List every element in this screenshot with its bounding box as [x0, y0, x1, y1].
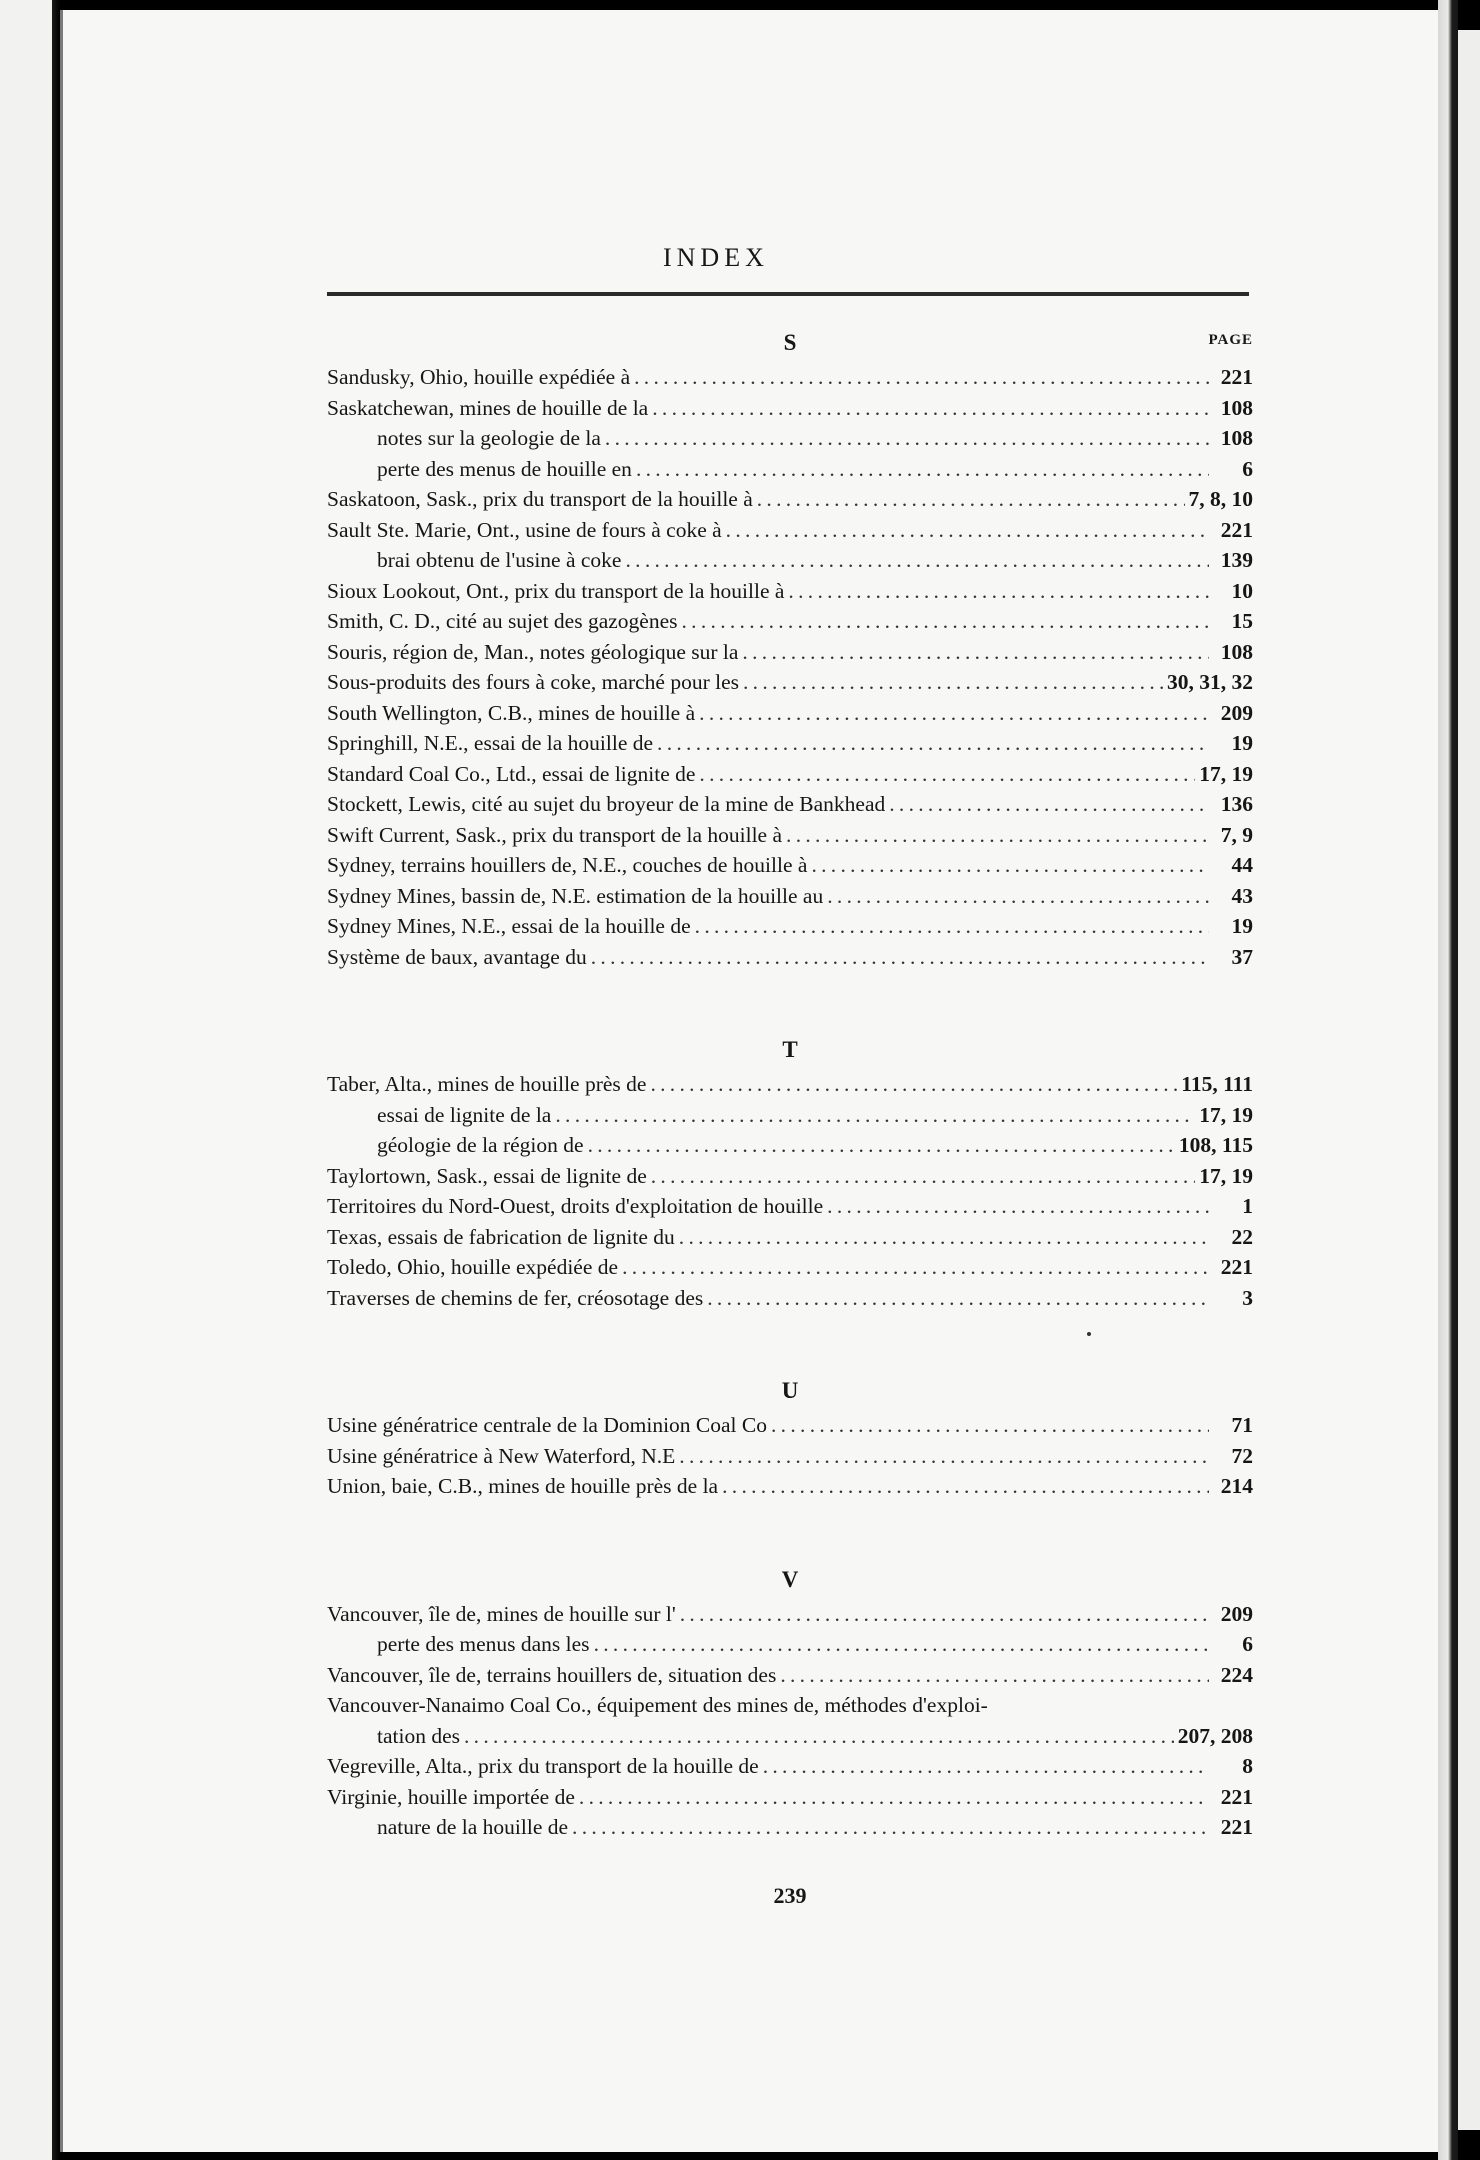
- leader-dots: [594, 1629, 1209, 1660]
- leader-dots: [786, 820, 1209, 851]
- entry-text: tation des: [377, 1723, 460, 1748]
- leader-dots: [722, 1471, 1209, 1502]
- leader-dots: [695, 911, 1209, 942]
- page-reference: 221: [1220, 1255, 1253, 1279]
- index-subentry: [327, 454, 1253, 485]
- entry-text: Smith, C. D., cité au sujet des gazogènes: [327, 609, 678, 633]
- leader-dots: [555, 1100, 1195, 1131]
- index-entry: [327, 1283, 1253, 1314]
- index-entry: [327, 1069, 1253, 1100]
- entry-text: South Wellington, C.B., mines de houille à: [327, 700, 696, 725]
- entry-text: Système de baux, avantage du: [327, 944, 587, 969]
- entry-text: Union, baie, C.B., mines de houille près de la: [327, 1474, 719, 1498]
- section-letter: U: [781, 1378, 799, 1403]
- entry-text: Taber, Alta., mines de houille près de: [327, 1072, 647, 1096]
- page-reference: 72: [1231, 1443, 1253, 1468]
- index-section-u: [327, 1358, 1253, 1502]
- index-entry: [327, 1690, 1253, 1721]
- leader-dots: [651, 1161, 1196, 1192]
- page-reference: 209: [1220, 1601, 1253, 1626]
- page-reference: 221: [1220, 1784, 1253, 1809]
- leader-dots: [679, 1441, 1209, 1472]
- leader-dots: [811, 850, 1209, 881]
- index-subentry: [327, 1100, 1253, 1131]
- index-entry: [327, 606, 1253, 637]
- index-entry: [327, 1191, 1253, 1222]
- section-letter: S: [783, 330, 797, 355]
- leader-dots: [591, 942, 1209, 973]
- index-section-t: [327, 1017, 1253, 1313]
- index-entry: [327, 698, 1253, 729]
- leader-dots: [650, 1069, 1177, 1100]
- index-entry: [327, 850, 1253, 881]
- index-entry: [327, 728, 1253, 759]
- entry-list: [327, 362, 1253, 972]
- page-reference: 108: [1220, 395, 1253, 420]
- page-reference: 15: [1231, 609, 1253, 633]
- running-head: INDEX: [663, 243, 769, 272]
- entry-text: nature de la houille de: [377, 1815, 569, 1839]
- entry-text: essai de lignite de la: [377, 1102, 552, 1127]
- section-letter: V: [781, 1566, 799, 1592]
- entry-text: Traverses de chemins de fer, créosotage des: [327, 1285, 704, 1310]
- index-entry: [327, 1252, 1253, 1283]
- page-reference: 221: [1220, 517, 1253, 542]
- page-reference: 3: [1242, 1285, 1253, 1310]
- index-section-v: [327, 1547, 1253, 1843]
- section-heading-row: [327, 1547, 1253, 1592]
- index-entry: [327, 1441, 1253, 1472]
- index-entry: [327, 1599, 1253, 1630]
- page-reference: 7, 8, 10: [1188, 487, 1253, 511]
- page-reference: 108: [1220, 426, 1253, 450]
- entry-text: Sous-produits des fours à coke, marché pour les: [327, 670, 739, 694]
- leader-dots: [743, 667, 1163, 698]
- entry-text: Stockett, Lewis, cité au sujet du broyeur de la mine de Bankhead: [327, 792, 886, 816]
- entry-text: Springhill, N.E., essai de la houille de: [327, 731, 654, 755]
- index-entry: [327, 911, 1253, 942]
- index-entry: [327, 667, 1253, 698]
- page-number: 239: [773, 1882, 807, 1908]
- page-reference: 43: [1231, 883, 1253, 908]
- leader-dots: [572, 1812, 1209, 1843]
- page-reference: 108, 115: [1178, 1133, 1253, 1157]
- entry-text: brai obtenu de l'usine à coke: [377, 548, 622, 572]
- leader-dots: [780, 1660, 1209, 1691]
- leader-dots: [588, 1130, 1175, 1161]
- leader-dots: [680, 1599, 1209, 1630]
- entry-text: Virginie, houille importée de: [327, 1784, 575, 1809]
- page-reference: 214: [1220, 1474, 1253, 1498]
- index-entry: [327, 393, 1253, 424]
- entry-text: Swift Current, Sask., prix du transport de la houille à: [327, 822, 783, 847]
- index-section-s: [327, 310, 1253, 972]
- leader-dots: [742, 637, 1209, 668]
- entry-text: Taylortown, Sask., essai de lignite de: [327, 1163, 647, 1188]
- leader-dots: [827, 1191, 1209, 1222]
- index-entry: [327, 942, 1253, 973]
- page-column-label: PAGE: [1208, 332, 1253, 348]
- index-entry: [327, 1471, 1253, 1502]
- page-reference: 221: [1220, 1815, 1253, 1839]
- entry-text: Vancouver, île de, mines de houille sur l': [327, 1601, 676, 1626]
- section-heading-row: [327, 310, 1253, 355]
- entry-text: Vancouver-Nanaimo Coal Co., équipement des mines de, méthodes d'exploi-: [327, 1693, 988, 1717]
- index-subentry: [327, 1629, 1253, 1660]
- page-reference: 1: [1242, 1194, 1253, 1218]
- index-subentry: [327, 423, 1253, 454]
- page-reference: 17, 19: [1199, 761, 1253, 786]
- section-letter: T: [782, 1037, 798, 1062]
- page-reference: 209: [1220, 700, 1253, 725]
- index-entry: [327, 1751, 1253, 1782]
- page-reference: 30, 31, 32: [1167, 670, 1253, 694]
- leader-dots: [699, 759, 1195, 790]
- entry-text: perte des menus de houille en: [377, 456, 632, 481]
- page-reference: 6: [1242, 1632, 1253, 1656]
- entry-text: Sydney Mines, bassin de, N.E. estimation de la houille au: [327, 883, 824, 908]
- page-reference: 17, 19: [1199, 1163, 1253, 1188]
- entry-text: Sandusky, Ohio, houille expédiée à: [327, 365, 631, 389]
- page-reference: 221: [1220, 365, 1253, 389]
- page-reference: 136: [1220, 792, 1253, 816]
- entry-text: Standard Coal Co., Ltd., essai de lignite de: [327, 761, 696, 786]
- leader-dots: [757, 484, 1185, 515]
- index-subentry: [327, 1130, 1253, 1161]
- leader-dots: [579, 1782, 1209, 1813]
- index-content: [327, 310, 1253, 1913]
- entry-text: Vancouver, île de, terrains houillers de, situation des: [327, 1662, 777, 1687]
- leader-dots: [679, 1222, 1209, 1253]
- page-reference: 207, 208: [1177, 1723, 1253, 1748]
- index-entry: [327, 637, 1253, 668]
- leader-dots: [726, 515, 1209, 546]
- entry-text: Usine génératrice à New Waterford, N.E: [327, 1443, 676, 1468]
- page-reference: 10: [1231, 578, 1253, 603]
- page-reference: 71: [1231, 1413, 1253, 1437]
- leader-dots: [889, 789, 1209, 820]
- leader-dots: [788, 576, 1209, 607]
- leader-dots: [771, 1410, 1209, 1441]
- entry-text: notes sur la geologie de la: [377, 426, 601, 450]
- entry-list: [327, 1599, 1253, 1843]
- leader-dots: [464, 1721, 1174, 1752]
- entry-text: Sioux Lookout, Ont., prix du transport de la houille à: [327, 578, 785, 603]
- leader-dots: [827, 881, 1209, 912]
- section-heading-row: [327, 1017, 1253, 1062]
- leader-dots: [763, 1751, 1209, 1782]
- index-entry: [327, 484, 1253, 515]
- book-gutter-left: [0, 0, 60, 2160]
- index-entry: [327, 1782, 1253, 1813]
- index-entry: [327, 362, 1253, 393]
- index-entry: [327, 515, 1253, 546]
- page-reference: 115, 111: [1181, 1072, 1253, 1096]
- leader-dots: [622, 1252, 1209, 1283]
- entry-text: Souris, région de, Man., notes géologique sur la: [327, 639, 739, 664]
- entry-text: Usine génératrice centrale de la Dominion Coal Co: [327, 1413, 767, 1437]
- book-edge-right: [1438, 0, 1480, 2160]
- index-entry: [327, 881, 1253, 912]
- entry-text: Saskatchewan, mines de houille de la: [327, 395, 649, 420]
- leader-dots: [652, 393, 1209, 424]
- page-reference: 224: [1220, 1662, 1253, 1687]
- index-entry: [327, 576, 1253, 607]
- index-subentry: [327, 545, 1253, 576]
- page-reference: 19: [1231, 731, 1253, 755]
- page-reference: 37: [1231, 944, 1253, 969]
- entry-text: perte des menus dans les: [377, 1632, 590, 1656]
- index-entry: [327, 820, 1253, 851]
- entry-text: Sydney Mines, N.E., essai de la houille de: [327, 914, 691, 938]
- entry-text: Texas, essais de fabrication de lignite du: [327, 1224, 675, 1249]
- leader-dots: [657, 728, 1209, 759]
- entry-list: [327, 1069, 1253, 1313]
- page-reference: 7, 9: [1220, 822, 1253, 847]
- book-page: [60, 10, 1441, 2152]
- index-entry: [327, 1660, 1253, 1691]
- index-entry: [327, 1222, 1253, 1253]
- index-entry: [327, 1161, 1253, 1192]
- page-reference: 17, 19: [1199, 1102, 1253, 1127]
- leader-dots: [682, 606, 1210, 637]
- index-entry: [327, 789, 1253, 820]
- header-rule: [327, 292, 1249, 296]
- leader-dots: [636, 454, 1209, 485]
- entry-text: Territoires du Nord-Ouest, droits d'exploitation de houille: [327, 1194, 824, 1218]
- page-reference: 22: [1231, 1224, 1253, 1249]
- page-reference: 44: [1231, 853, 1253, 877]
- leader-dots: [699, 698, 1209, 729]
- index-subentry: [327, 1721, 1253, 1752]
- entry-text: Sault Ste. Marie, Ont., usine de fours à coke à: [327, 517, 722, 542]
- entry-text: Sydney, terrains houillers de, N.E., couches de houille à: [327, 853, 808, 877]
- page-reference: 6: [1242, 456, 1253, 481]
- entry-list: [327, 1410, 1253, 1502]
- entry-text: géologie de la région de: [377, 1133, 584, 1157]
- page-reference: 8: [1242, 1754, 1253, 1778]
- page-reference: 139: [1220, 548, 1253, 572]
- leader-dots: [605, 423, 1209, 454]
- entry-text: Toledo, Ohio, houille expédiée de: [327, 1255, 619, 1279]
- entry-text: Vegreville, Alta., prix du transport de la houille de: [327, 1754, 759, 1778]
- index-subentry: [327, 1812, 1253, 1843]
- leader-dots: [634, 362, 1209, 393]
- page-reference: 108: [1220, 639, 1253, 664]
- index-entry: [327, 1410, 1253, 1441]
- section-heading-row: [327, 1358, 1253, 1403]
- leader-dots: [707, 1283, 1209, 1314]
- page-reference: 19: [1231, 914, 1253, 938]
- leader-dots: [625, 545, 1209, 576]
- index-entry: [327, 759, 1253, 790]
- entry-text: Saskatoon, Sask., prix du transport de la houille à: [327, 487, 753, 511]
